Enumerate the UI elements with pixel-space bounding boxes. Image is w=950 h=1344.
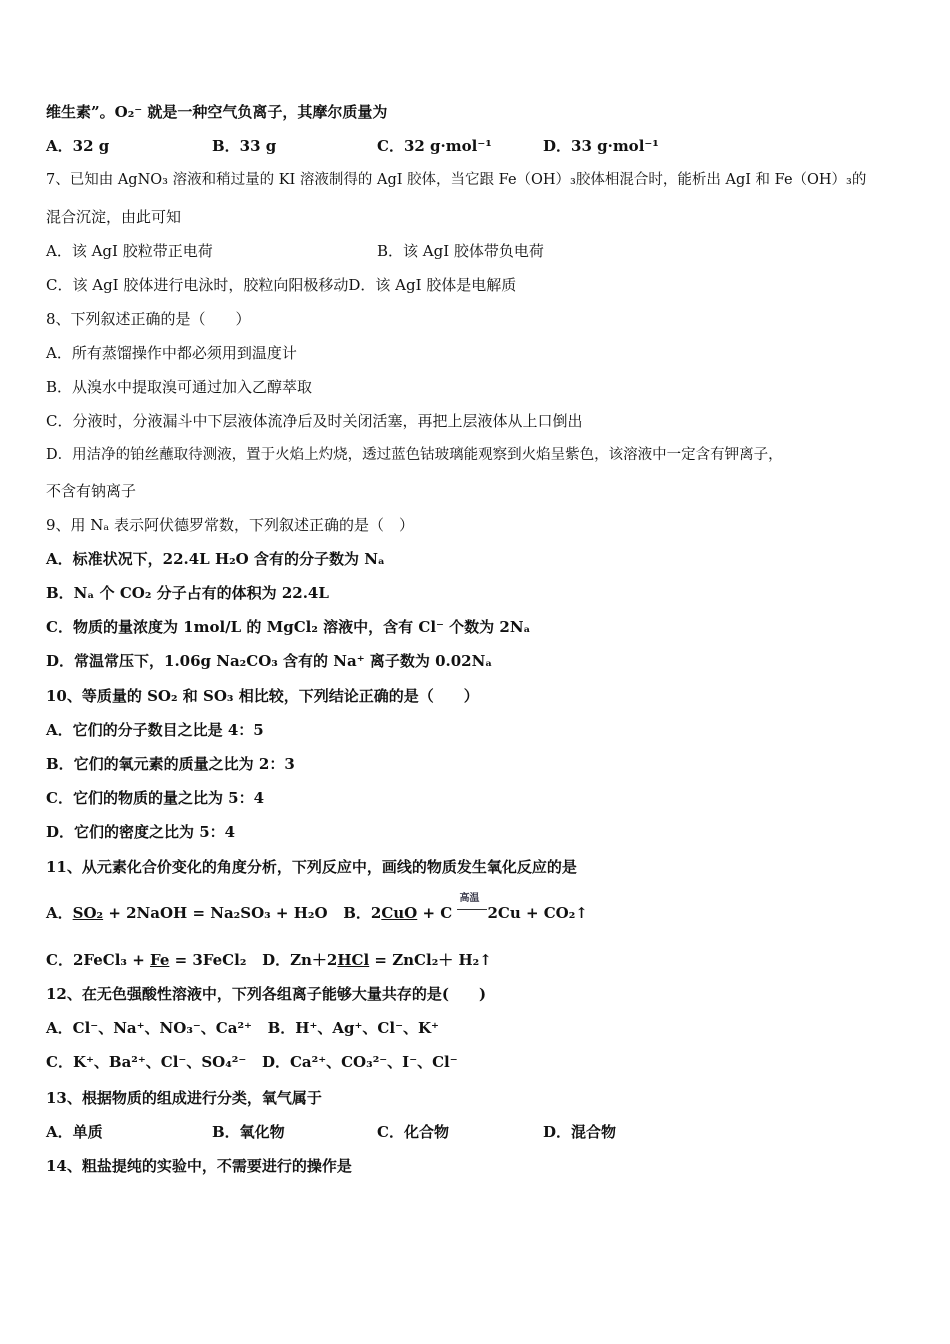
q13-option-a: A．单质 (46, 1123, 103, 1141)
q12-stem: 12、在无色强酸性溶液中，下列各组离子能够大量共存的是( ) (46, 985, 487, 1003)
q10-stem: 10、等质量的 SO₂ 和 SO₃ 相比较，下列结论正确的是（ ） (46, 687, 479, 705)
q10-option-c: C．它们的物质的量之比为 5：4 (46, 789, 265, 807)
q7-stem-cont: 混合沉淀，由此可知 (46, 208, 182, 226)
q11-stem: 11、从元素化合价变化的角度分析，下列反应中，画线的物质发生氧化反应的是 (46, 858, 577, 876)
q11-b-coef: 2 (370, 904, 382, 922)
q8-stem: 8、下列叙述正确的是（ ） (46, 310, 251, 328)
q10-option-b: B．它们的氧元素的质量之比为 2：3 (46, 755, 295, 773)
q7-stem: 7、已知由 AgNO₃ 溶液和稍过量的 KI 溶液制得的 AgI 胶体，当它跟 Fe（OH）₃胶体相混合时，能析出 AgI 和 Fe（OH）₃的 (46, 172, 867, 188)
q8-option-d-cont: 不含有钠离子 (46, 482, 137, 500)
q11-d-rest: = ZnCl₂＋ H₂↑ (369, 951, 492, 969)
q11-a-equation: + 2NaOH = Na₂SO₃ + H₂O (103, 904, 328, 922)
q10-option-d: D．它们的密度之比为 5：4 (46, 823, 236, 841)
condition-text: 高温 (459, 893, 480, 904)
q12-options-ab (46, 1018, 439, 1038)
q6-stem: 维生素”。O₂⁻ 就是一种空气负离子，其摩尔质量为 (46, 103, 388, 121)
q12-option-a: A．Cl⁻、Na⁺、NO₃⁻、Ca²⁺ (46, 1019, 252, 1037)
q11-options-cd (46, 950, 492, 970)
reaction-condition (457, 893, 487, 923)
q8-option-c: C．分液时，分液漏斗中下层液体流净后及时关闭活塞，再把上层液体从上口倒出 (46, 412, 583, 430)
q11-a-label: A． (46, 904, 73, 922)
q8-option-d: D．用洁净的铂丝蘸取待测液，置于火焰上灼烧，透过蓝色钴玻璃能观察到火焰呈紫色，该溶液中一定含有钾离子， (46, 447, 783, 463)
q6-option-b: B．33 g (212, 137, 277, 155)
q7-option-c: C．该 AgI 胶体进行电泳时，胶粒向阳极移动 (46, 276, 349, 294)
q6-option-a: A．32 g (46, 137, 110, 155)
q7-option-a: A．该 AgI 胶粒带正电荷 (46, 242, 213, 260)
q11-a-underlined: SO₂ (72, 904, 104, 922)
q11-b-label: B． (343, 904, 371, 922)
q12-option-d: D．Ca²⁺、CO₃²⁻、I⁻、Cl⁻ (261, 1053, 458, 1071)
q11-d-underlined: HCl (337, 951, 370, 969)
q11-b-reactant: + C (417, 904, 453, 922)
q9-option-a: A．标准状况下，22.4L H₂O 含有的分子数为 Nₐ (46, 550, 385, 568)
q12-option-c: C．K⁺、Ba²⁺、Cl⁻、SO₄²⁻ (46, 1053, 247, 1071)
q11-b-underlined: CuO (381, 904, 418, 922)
q12-options-cd (46, 1052, 458, 1072)
q8-option-a: A．所有蒸馏操作中都必须用到温度计 (46, 344, 297, 362)
q14-stem: 14、粗盐提纯的实验中，不需要进行的操作是 (46, 1157, 352, 1175)
q11-options-ab (46, 893, 588, 923)
q9-stem: 9、用 Nₐ 表示阿伏德罗常数，下列叙述正确的是（ ） (46, 516, 414, 534)
q8-option-b: B．从溴水中提取溴可通过加入乙醇萃取 (46, 378, 313, 396)
q11-c-rest: = 3FeCl₂ (169, 951, 247, 969)
q7-option-c-d (46, 275, 516, 295)
q10-option-a: A．它们的分子数目之比是 4：5 (46, 721, 264, 739)
q11-d-pre: Zn＋2 (290, 951, 338, 969)
condition-bar (457, 909, 487, 910)
q11-d-label: D． (262, 951, 291, 969)
q13-option-c: C．化合物 (377, 1123, 449, 1141)
q11-c-pre: 2FeCl₃ + (72, 951, 150, 969)
q13-option-d: D．混合物 (543, 1123, 617, 1141)
q6-option-d: D．33 g·mol⁻¹ (543, 137, 659, 155)
q12-option-b: B．H⁺、Ag⁺、Cl⁻、K⁺ (267, 1019, 439, 1037)
q9-option-b: B．Nₐ 个 CO₂ 分子占有的体积为 22.4L (46, 584, 329, 602)
q11-b-products: 2Cu + CO₂↑ (487, 904, 588, 922)
q7-option-b: B．该 AgI 胶体带负电荷 (377, 242, 544, 260)
q6-option-c: C．32 g·mol⁻¹ (377, 137, 492, 155)
q11-c-underlined: Fe (149, 951, 170, 969)
q13-stem: 13、根据物质的组成进行分类，氧气属于 (46, 1089, 322, 1107)
q11-c-label: C． (46, 951, 73, 969)
q13-option-b: B．氧化物 (212, 1123, 285, 1141)
q9-option-d: D．常温常压下，1.06g Na₂CO₃ 含有的 Na⁺ 离子数为 0.02Nₐ (46, 652, 493, 670)
q7-option-d: D．该 AgI 胶体是电解质 (348, 276, 517, 294)
q9-option-c: C．物质的量浓度为 1mol/L 的 MgCl₂ 溶液中，含有 Cl⁻ 个数为 2Nₐ (46, 618, 531, 636)
